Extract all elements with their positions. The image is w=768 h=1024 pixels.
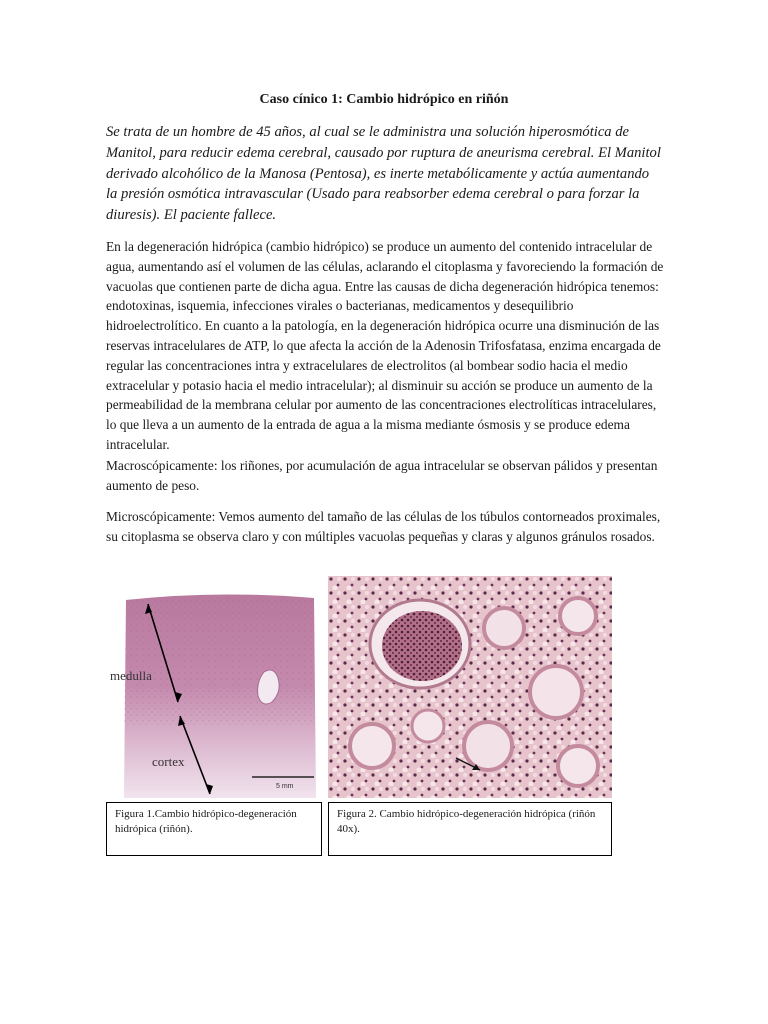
figure-kidney-section	[106, 576, 322, 798]
scale-label: 5 mm	[276, 783, 294, 790]
paragraph-pathology: En la degeneración hidrópica (cambio hidrópico) se produce un aumento del contenido intracelular de agua, aumentando así el volumen de las células, aclarando el citoplasma y favoreciendo la formación de vacuolas que contienen parte de dicha agua. Entre las causas de dicha degeneración hidrópica tenemos: endotoxinas, isquemia, infecciones virales o bacterianas, medicamentos y desequilibrio hidroelectrolítico. En cuanto a la patología, en la degeneración hidrópica ocurre una disminución de las reservas intracelulares de ATP, lo que afecta la acción de la Adenosin Trifosfatasa, enzima encargada de regular las concentraciones intra y extracelulares de electrolitos (al bombear sodio hacia el medio extracelular y potasio hacia el medio intracelular); al disminuir su acción se produce un aumento de la permeabilidad de la membrana celular por aumento de las concentraciones electrolíticas intracelulares, lo que lleva a un aumento de la entrada de agua a la misma mediante ósmosis y se produce edema intracelular.	[106, 239, 664, 452]
paragraph-microscopic: Microscópicamente: Vemos aumento del tamaño de las células de los túbulos contorneados proximales, su citoplasma se observa claro y con múltiples vacuolas pequeñas y claras y algunos gránulos rosados.	[106, 509, 661, 544]
figure-micrograph	[328, 576, 612, 798]
glomerulus	[382, 611, 462, 681]
medulla-label: medulla	[110, 668, 152, 683]
cortex-label: cortex	[152, 754, 185, 769]
figure1-caption: Figura 1.Cambio hidrópico-degeneración hidrópica (riñón).	[106, 802, 322, 856]
document-title: Caso cínico 1: Cambio hidrópico en riñón	[259, 92, 509, 107]
figure2-caption: Figura 2. Cambio hidrópico-degeneración hidrópica (riñón 40x).	[328, 802, 612, 856]
case-intro: Se trata de un hombre de 45 años, al cual se le administra una solución hiperosmótica de Manitol, para reducir edema cerebral, causado por ruptura de aneurisma cerebral. El Manitol derivado alcohólico de la Manosa (Pentosa), es inerte metabólicamente y actúa aumentando la presión osmótica intravascular (Usado para reabsorber edema cerebral o para forzar la diuresis). El paciente fallece.	[106, 124, 661, 224]
paragraph-macroscopic: Macroscópicamente: los riñones, por acumulación de agua intracelular se observan pálidos y presentan aumento de peso.	[106, 458, 658, 493]
